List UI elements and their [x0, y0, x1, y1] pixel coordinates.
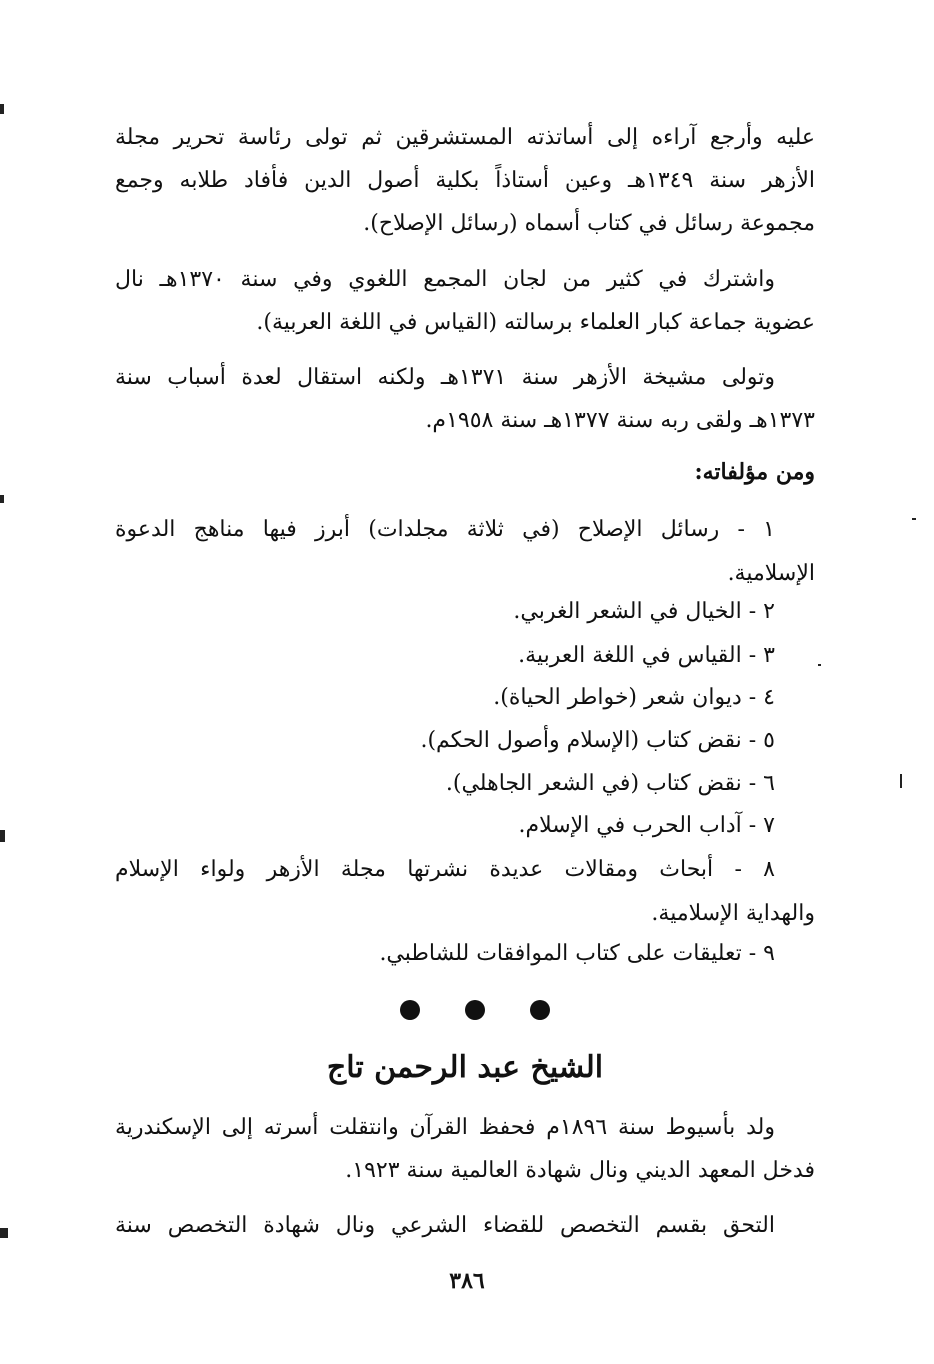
- paragraph-line: عليه وأرجع آراءه إلى أساتذته المستشرقين ثم تولى رئاسة تحرير مجلة: [115, 125, 815, 150]
- works-item-5: [115, 721, 815, 761]
- paragraph-line: ولد بأسيوط سنة ١٨٩٦م فحفظ القرآن وانتقلت أسرته إلى الإسكندرية: [115, 1115, 775, 1140]
- separator-dot-icon: [465, 1000, 485, 1020]
- list-line: والهداية الإسلامية.: [651, 901, 815, 926]
- list-line: ٩ - تعليقات على كتاب الموافقات للشاطبي.: [379, 941, 775, 966]
- scan-speck: [912, 518, 916, 520]
- paragraph-line: مجموعة رسائل في كتاب أسماه (رسائل الإصلاح).: [363, 211, 815, 236]
- scan-speck: [0, 104, 4, 114]
- list-line: ١ - رسائل الإصلاح (في ثلاثة مجلدات) أبرز فيها مناهج الدعوة: [115, 517, 775, 542]
- paragraph-line: التحق بقسم التخصص للقضاء الشرعي ونال شهادة التخصص سنة: [115, 1213, 775, 1238]
- list-line: ٤ - ديوان شعر (خواطر الحياة).: [493, 685, 775, 710]
- works-item-8: [115, 848, 815, 936]
- works-item-1: [115, 508, 815, 596]
- list-line: الإسلامية.: [727, 561, 815, 586]
- paragraph-line: فدخل المعهد الديني ونال شهادة العالمية سنة ١٩٢٣.: [345, 1158, 815, 1183]
- scan-speck: [900, 774, 902, 788]
- paragraph-line: وتولى مشيخة الأزهر سنة ١٣٧١هـ ولكنه استقال لعدة أسباب سنة: [115, 365, 776, 390]
- list-line: ٧ - آداب الحرب في الإسلام.: [518, 813, 775, 838]
- page-number: ٣٨٦: [449, 1268, 485, 1294]
- scan-speck: [0, 1228, 8, 1238]
- scan-speck: [818, 664, 821, 666]
- bio-paragraph-2: [115, 1204, 815, 1247]
- list-line: ٨ - أبحاث ومقالات عديدة نشرتها مجلة الأزهر ولواء الإسلام: [115, 857, 775, 882]
- list-line: ٥ - نقض كتاب (الإسلام وأصول الحكم).: [420, 728, 775, 753]
- works-item-3: [115, 636, 815, 676]
- paragraph-1: [115, 116, 815, 245]
- list-line: ٢ - الخيال في الشعر الغربي.: [513, 599, 775, 624]
- paragraph-line: واشترك في كثير من لجان المجمع اللغوي وفي سنة ١٣٧٠هـ نال: [115, 267, 775, 292]
- paragraph-line: عضوية جماعة كبار العلماء برسالته (القياس في اللغة العربية).: [256, 310, 815, 335]
- paragraph-line: الأزهر سنة ١٣٤٩هـ وعين أستاذاً بكلية أصول الدين فأفاد طلابه وجمع: [115, 168, 815, 193]
- section-separator: [400, 998, 550, 1022]
- works-heading: ومن مؤلفاته:: [694, 459, 815, 485]
- section-title: الشيخ عبد الرحمن تاج: [326, 1050, 604, 1085]
- paragraph-3: [115, 356, 815, 442]
- paragraph-2: [115, 258, 815, 344]
- works-item-6: [115, 764, 815, 804]
- separator-dot-icon: [400, 1000, 420, 1020]
- scan-speck: [0, 495, 4, 503]
- list-line: ٣ - القياس في اللغة العربية.: [518, 643, 775, 668]
- works-item-4: [115, 678, 815, 718]
- scan-speck: [0, 830, 5, 842]
- works-item-2: [115, 592, 815, 632]
- bio-paragraph-1: [115, 1106, 815, 1192]
- list-line: ٦ - نقض كتاب (في الشعر الجاهلي).: [445, 771, 775, 796]
- paragraph-line: ١٣٧٣هـ ولقى ربه سنة ١٣٧٧هـ سنة ١٩٥٨م.: [425, 408, 815, 433]
- separator-dot-icon: [530, 1000, 550, 1020]
- works-item-7: [115, 806, 815, 846]
- works-item-9: [115, 934, 815, 974]
